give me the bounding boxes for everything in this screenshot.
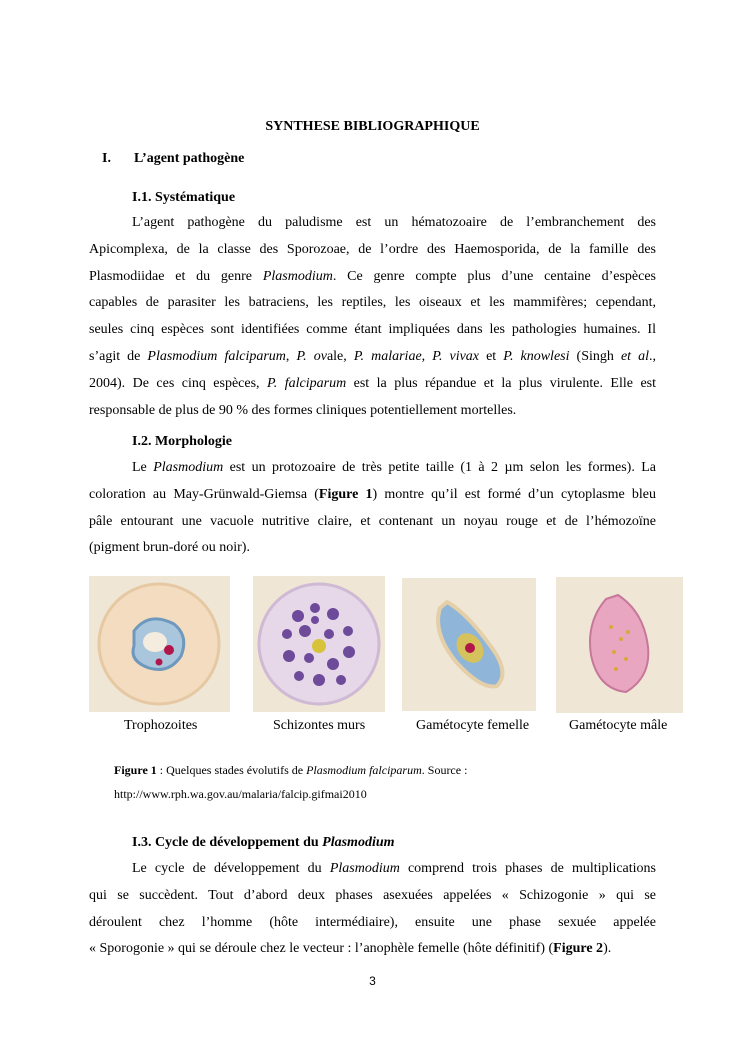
section-title: L’agent pathogène [134,151,245,166]
text-line: capables de parasiter les batraciens, les reptiles, les oiseaux et les mammifères; cependant, [89,295,656,311]
caption-schizontes-murs: Schizontes murs [273,718,366,733]
text-line: seules cinq espèces sont identifiées comme étant impliquées dans les pathologies humaines. Il [89,322,656,338]
image-schizontes-murs [253,576,385,712]
page-title: SYNTHESE BIBLIOGRAPHIQUE [265,119,480,134]
page-number: 3 [369,974,376,988]
figure-caption-line: Figure 1 : Quelques stades évolutifs de Plasmodium falciparum. Source : [114,763,468,777]
text-line: 2004). De ces cinq espèces, P. falciparum est la plus répandue et la plus virulente. Elle est [89,375,656,391]
subsection-heading-morphologie: I.2. Morphologie [132,434,232,449]
image-gametocyte-femelle [402,578,536,711]
image-gametocyte-male [556,577,683,713]
section-number: I. [102,151,111,166]
paragraph-cycle [89,856,656,963]
subsection-heading-systematique: I.1. Systématique [132,190,236,205]
text-line: Le Plasmodium est un protozoaire de très petite taille (1 à 2 µm selon les formes). La [132,460,657,475]
subsection-heading-cycle: I.3. Cycle de développement du Plasmodium [132,835,395,850]
caption-trophozoites: Trophozoites [124,718,198,733]
paragraph-morphologie [89,455,656,562]
figure-label: Figure 1 [114,763,157,777]
text-line: s’agit de Plasmodium falciparum, P. ovale, P. malariae, P. vivax et P. knowlesi (Singh et al., [89,348,656,364]
image-trophozoites [89,576,230,712]
text-line: Apicomplexa, de la classe des Sporozoae, de l’ordre des Haemosporida, de la famille des [89,241,656,257]
text-line: Le cycle de développement du Plasmodium comprend trois phases de multiplications [132,861,656,876]
text-line: qui se succèdent. Tout d’abord deux phases asexuées appelées « Schizogonie » qui se [89,887,656,903]
text-line: déroulent chez l’homme (hôte intermédiaire), ensuite une phase sexuée appelée [89,914,656,930]
figure-source: http://www.rph.wa.gov.au/malaria/falcip.gifmai2010 [114,787,367,801]
text-line: (pigment brun-doré ou noir). [89,540,250,556]
text-line: coloration au May-Grünwald-Giemsa (Figure 1) montre qu’il est formé d’un cytoplasme bleu [89,486,657,502]
paragraph-systematique [89,210,656,424]
figure-caption [114,758,467,806]
figure-images [89,576,683,716]
text-line: « Sporogonie » qui se déroule chez le vecteur : l’anophèle femelle (hôte définitif) (Figure 2). [89,941,612,957]
caption-gametocyte-male: Gamétocyte mâle [569,718,668,733]
section-heading [102,151,244,167]
text-line: L’agent pathogène du paludisme est un hématozoaire de l’embranchement des [132,215,656,230]
text-line: responsable de plus de 90 % des formes cliniques potentiellement mortelles. [89,402,517,418]
text-line: Plasmodiidae et du genre Plasmodium. Ce genre compte plus d’une centaine d’espèces [89,268,656,284]
caption-gametocyte-femelle: Gamétocyte femelle [416,718,530,733]
text-line: pâle entourant une vacuole nutritive claire, et contenant un noyau rouge et de l’hémozoïne [89,513,656,529]
